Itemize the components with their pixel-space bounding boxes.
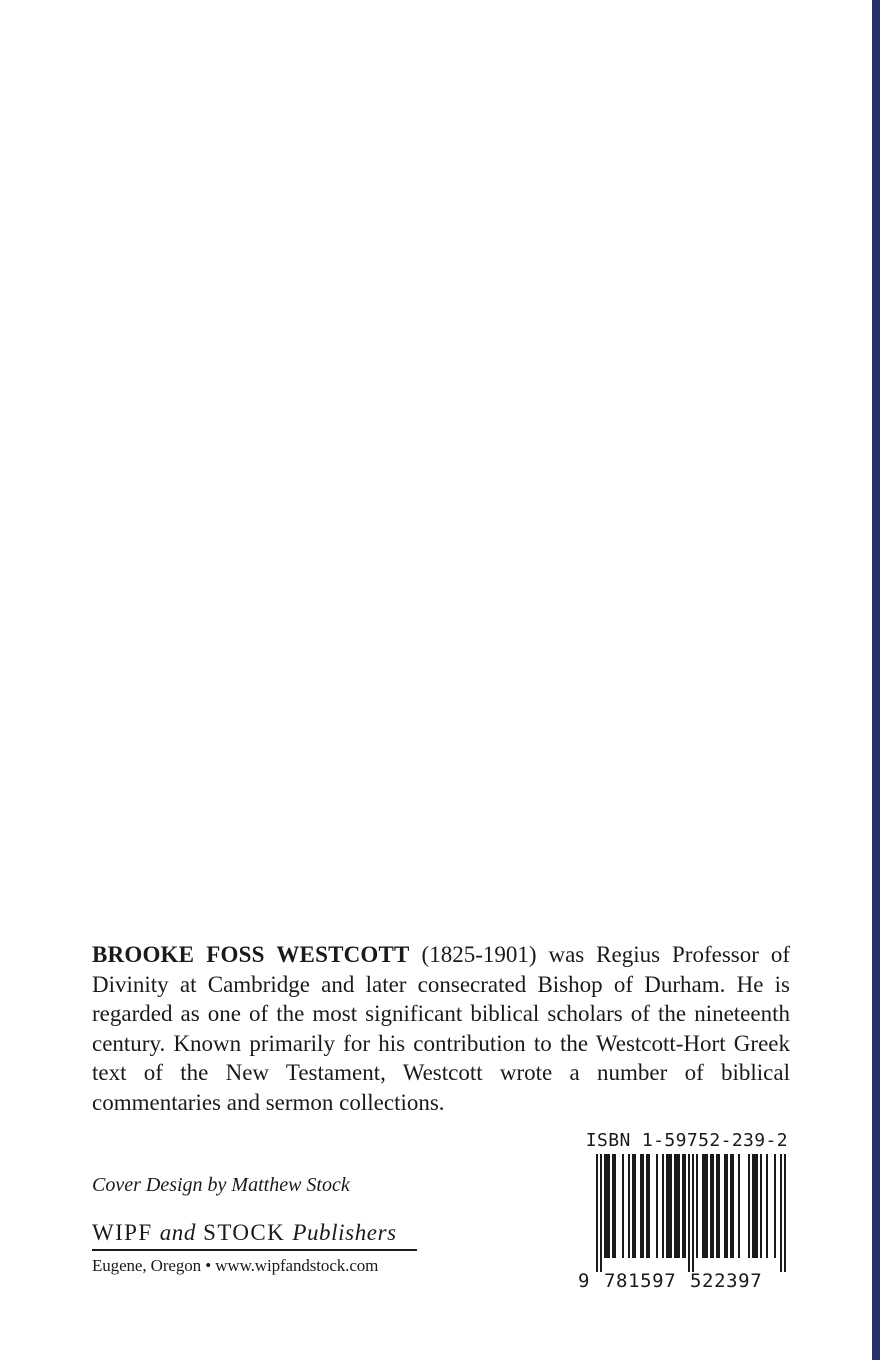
barcode-bar [628, 1154, 630, 1258]
ean-first-digit: 9 [578, 1270, 590, 1292]
barcode-guard-bar [692, 1154, 694, 1272]
barcode-bar [674, 1154, 680, 1258]
publisher-name [92, 1218, 417, 1251]
barcode-bar [774, 1154, 776, 1258]
barcode-bar [622, 1154, 624, 1258]
author-name: BROOKE FOSS WESTCOTT [92, 942, 410, 967]
barcode-bar [760, 1154, 762, 1258]
author-bio [92, 940, 790, 1118]
barcode-bar [716, 1154, 720, 1258]
barcode-bar [696, 1154, 698, 1258]
barcode-bar [766, 1154, 768, 1258]
barcode-bar [646, 1154, 650, 1258]
spine-edge [872, 0, 880, 1360]
isbn-label: ISBN 1-59752-239-2 [585, 1130, 788, 1151]
publisher-name-wipf: WIPF [92, 1220, 160, 1245]
barcode-bar [710, 1154, 714, 1258]
barcode-bar [682, 1154, 686, 1258]
barcode-bar [724, 1154, 728, 1258]
barcode-guard-bar [780, 1154, 782, 1272]
ean-digits [578, 1270, 788, 1292]
bio-text: (1825-1901) was Regius Professor of Divinity at Cambridge and later consecrated Bishop of Durham. He is regarded as one of the most significant biblical scholars of the nineteenth century. Known primarily for his contribution to the Westcott-Hort Greek text of the New Testament, Westcott wrote a number of biblical commentaries and sermon collections. [92, 942, 790, 1115]
barcode-bar [748, 1154, 750, 1258]
publisher-name-stock: STOCK [196, 1220, 293, 1245]
barcode-bar [752, 1154, 758, 1258]
barcode-block [578, 1130, 788, 1292]
publisher-name-publishers: Publishers [292, 1220, 397, 1245]
barcode-guard-bar [784, 1154, 786, 1272]
cover-design-credit: Cover Design by Matthew Stock [92, 1174, 350, 1196]
barcode-guard-bar [596, 1154, 598, 1272]
barcode-guard-bar [688, 1154, 690, 1272]
barcode-bar [730, 1154, 734, 1258]
publisher-name-and: and [159, 1220, 197, 1245]
ean-left-group: 781597 [604, 1270, 677, 1292]
barcode-bar [612, 1154, 616, 1258]
barcode-bar [604, 1154, 610, 1258]
barcode-bar [666, 1154, 672, 1258]
barcode-bar [662, 1154, 664, 1258]
barcode-image [596, 1154, 786, 1272]
barcode-bar [738, 1154, 740, 1258]
ean-right-group: 522397 [690, 1270, 763, 1292]
barcode-bar [632, 1154, 636, 1258]
barcode-bar [656, 1154, 658, 1258]
publisher-address: Eugene, Oregon • www.wipfandstock.com [92, 1256, 379, 1275]
barcode-bar [640, 1154, 644, 1258]
barcode-bar [702, 1154, 708, 1258]
barcode-guard-bar [600, 1154, 602, 1272]
publisher-block [92, 1218, 417, 1276]
